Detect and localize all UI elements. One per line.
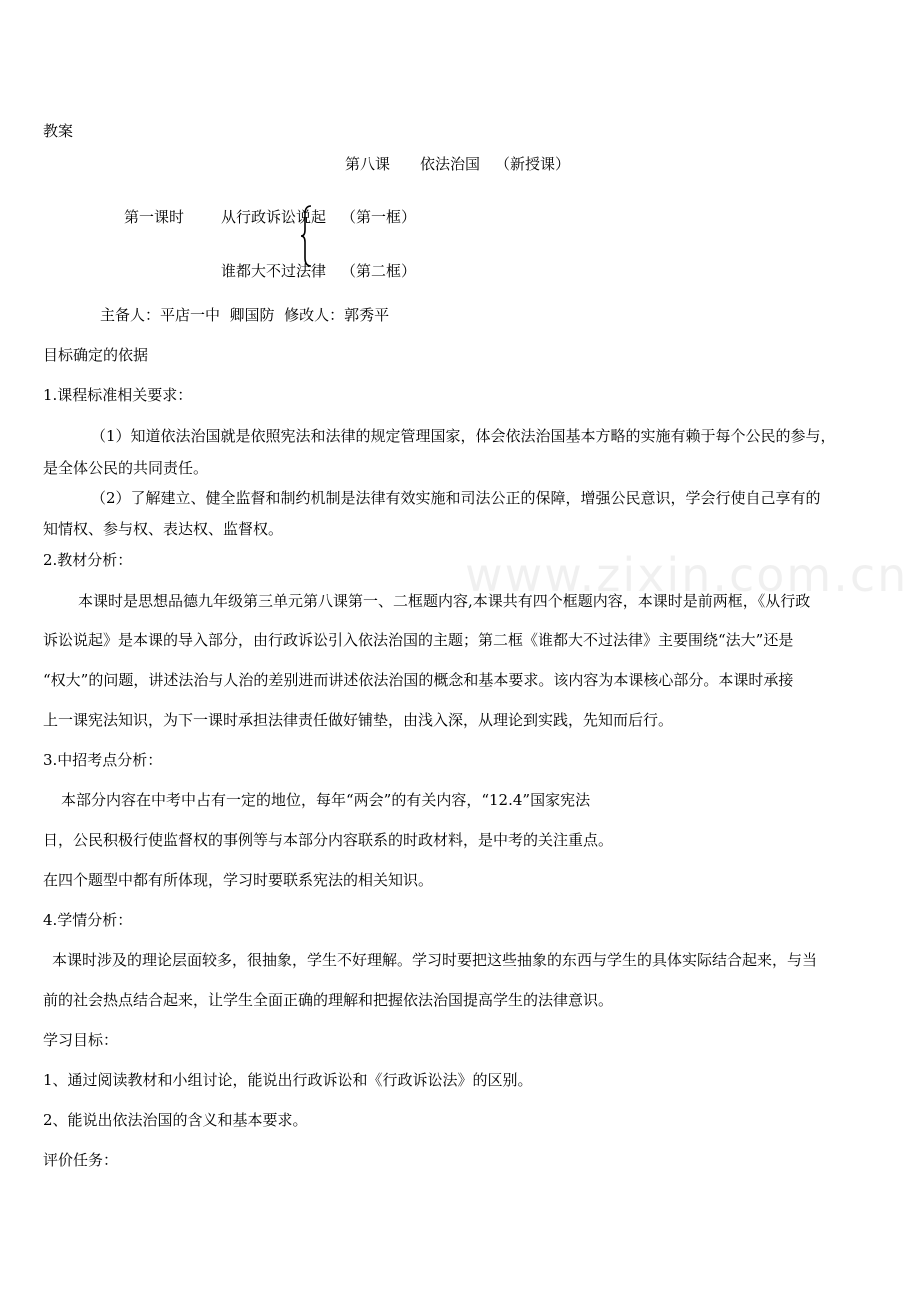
lesson-number: 第八课 <box>345 155 391 173</box>
section4-line1: 本课时涉及的理论层面较多，很抽象，学生不好理解。学习时要把这些抽象的东西与学生的具体实际结合起来，与当 <box>52 951 818 969</box>
section3-line1: 本部分内容在中考中占有一定的地位，每年“两会”的有关内容，“12.4”国家宪法 <box>61 791 591 809</box>
watermark: www.zixin.com.cn <box>465 548 909 602</box>
frame1-tag: （第一框） <box>341 208 417 226</box>
lesson-title: 依法治国 <box>420 155 481 173</box>
section1-para2-line1: （2）了解建立、健全监督和制约机制是法律有效实施和司法公正的保障，增强公民意识，学会行使自己享有的 <box>91 489 821 507</box>
evaluation-heading: 评价任务： <box>43 1151 119 1169</box>
section1-para1-line1: （1）知道依法治国就是依照宪法和法律的规定管理国家，体会依法治国基本方略的实施有赖于每个公民的参与， <box>91 427 836 445</box>
section4-heading: 4.学情分析： <box>43 911 133 929</box>
frame2-title: 谁都大不过法律 <box>221 262 327 280</box>
goal-item-2: 2、能说出依法治国的含义和基本要求。 <box>43 1111 308 1129</box>
section3-line3: 在四个题型中都有所体现，学习时要联系宪法的相关知识。 <box>43 871 434 889</box>
section2-line1: 本课时是思想品德九年级第三单元第八课第一、二框题内容,本课共有四个框题内容，本课时是前两框，《从行政 <box>78 592 811 610</box>
authors-line: 主备人：平店一中 卿国防 修改人：郭秀平 <box>100 306 390 324</box>
section2-heading: 2.教材分析： <box>43 551 133 569</box>
section3-heading: 3.中招考点分析： <box>43 751 163 769</box>
goals-heading: 学习目标： <box>43 1031 119 1049</box>
period-label: 第一课时 <box>124 208 185 226</box>
section4-line2: 前的社会热点结合起来，让学生全面正确的理解和把握依法治国提高学生的法律意识。 <box>43 991 614 1009</box>
frame2-tag: （第二框） <box>341 262 417 280</box>
section1-heading: 1.课程标准相关要求： <box>43 386 193 404</box>
section1-para2-line2: 知情权、参与权、表达权、监督权。 <box>43 520 284 538</box>
section3-line2: 日，公民积极行使监督权的事例等与本部分内容联系的时政材料，是中考的关注重点。 <box>43 831 614 849</box>
lesson-type-tag: （新授课） <box>495 155 571 173</box>
basis-heading: 目标确定的依据 <box>43 346 149 364</box>
section2-line2: 诉讼说起》是本课的导入部分，由行政诉讼引入依法治国的主题；第二框《谁都大不过法律》主要围绕“法大”还是 <box>43 631 794 649</box>
section2-line3: “权大”的问题，讲述法治与人治的差别进而讲述依法治国的概念和基本要求。该内容为本课核心部分。本课时承接 <box>43 671 794 689</box>
frame1-title: 从行政诉讼说起 <box>221 208 327 226</box>
goal-item-1: 1、通过阅读教材和小组讨论，能说出行政诉讼和《行政诉讼法》的区别。 <box>43 1071 533 1089</box>
section1-para1-line2: 是全体公民的共同责任。 <box>43 459 209 477</box>
curly-brace <box>300 204 314 268</box>
doc-type-label: 教案 <box>43 122 74 140</box>
section2-line4: 上一课宪法知识，为下一课时承担法律责任做好铺垫，由浅入深，从理论到实践，先知而后行。 <box>43 711 674 729</box>
